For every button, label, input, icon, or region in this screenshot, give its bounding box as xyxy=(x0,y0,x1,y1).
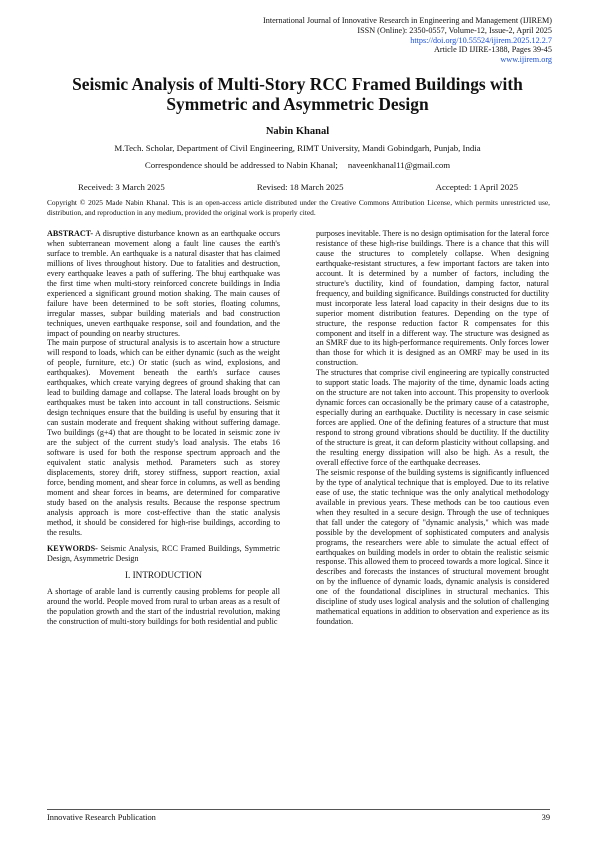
right-column xyxy=(316,229,549,627)
footer-divider xyxy=(47,809,550,810)
journal-header xyxy=(152,16,552,65)
abstract-label: ABSTRACT- xyxy=(47,229,94,238)
abstract-paragraph-1 xyxy=(47,229,280,338)
section-heading-introduction: I. INTRODUCTION xyxy=(124,570,203,581)
correspondence-line xyxy=(0,160,595,170)
intro-paragraph-3: The structures that comprise civil engineering are typically constructed to support static loads. The majority of the time, dynamic loads acting on the structure are not taken into account. This propensity to overlook dynamic forces can occasionally be the primary cause of a catastrophe, especially during an earthquake. Ductility is necessary in case seismic forces are applied. One of the defining features of a structure that must respond to strong ground vibrations should be ductility. If the ductility of the structure is great, it can deform plasticity without collapsing. and the resulting energy dissipation will also be high. As a result, the overall effective force of the earthquake decreases. xyxy=(316,368,549,467)
intro-paragraph-2: purposes inevitable. There is no design optimisation for the lateral force resistance of these high-rise buildings. There is a chance that this will cause the structures to completely collapse. When designing earthquake-resistant structures, a few important factors are taken into account. It is determined by a number of factors, including the structure's ductility, kind of foundation, damping factor, natural frequency, and building significance. Buildings constructed for ductility must incorporate less lateral load capacity in their designs due to its superior moment distribution features. Depending on the type of structure, the response reduction factor R compensates for this component and itself in a different way. The structure was designed as an SMRF due to its high-performance requirements. Only forces lower than those for which it is designed as an OMRF may be used in its construction. xyxy=(316,229,550,368)
publisher-name: Innovative Research Publication xyxy=(47,813,156,822)
issn-line: ISSN (Online): 2350-0557, Volume-12, Issue-2, April 2025 xyxy=(357,25,552,35)
author-name: Nabin Khanal xyxy=(265,126,330,137)
intro-paragraph-4: The seismic response of the building systems is significantly influenced by the type of analytical technique that is employed. Due to its relative ease of use, the static technique was the only analytical methodology available in previous years. These methods can be too cautious even when they resulted in a secure design. Through the use of techniques that fall under the category of "dynamic analysis," which was made possible by the development of sophisticated computers and analysis programs, the researchers were able to simulate the actual effect of earthquakes on building models in order to obtain the realistic seismic response. This allowed them to proceed towards a more logical. Since it describes and forecasts the instances of structural movement brought on by the influence of dynamic loads, dynamic analysis is considered one of the foundational disciplines in structural mechanics. This discipline of study uses logical analysis and the solution of challenging mathematical equations in addition to observation and experience as its foundation. xyxy=(316,467,549,627)
author-email[interactable]: naveenkhanal11@gmail.com xyxy=(347,160,451,170)
page-number: 39 xyxy=(541,813,550,822)
keywords-text: Seismic Analysis, RCC Framed Buildings, Symmetric Design, Asymmetric Design xyxy=(47,543,280,563)
revised-date: Revised: 18 March 2025 xyxy=(256,182,344,192)
left-column xyxy=(47,229,280,627)
publication-dates xyxy=(78,182,518,192)
abstract-text-1: A disruptive disturbance known as an earthquake occurs when subterranean movement along a fault line causes the earth's surface to tremble. An earthquake is a natural disaster that has claimed millions of lives throughout history. Due to fatalities and destruction, every earthquake leaves a path of suffering. The bhuj earthquake was the first time when multi-story reinforced concrete buildings in India experienced a significant ground motion shaking. The main causes of failure have been determined to be soft stories, floating columns, irregular masses, subpar building materials and bad construction techniques, uneven earthquake response, soil and foundation, and the impact of pounding on nearby structures. xyxy=(47,229,280,338)
intro-paragraph-1: A shortage of arable land is currently causing problems for people all around the world. People moved from rural to urban areas as a result of the population growth and the start of the industrial revolution, making the construction of multi-story buildings for both residential and public xyxy=(47,587,280,627)
accepted-date: Accepted: 1 April 2025 xyxy=(435,182,518,192)
abstract-paragraph-2: The main purpose of structural analysis is to ascertain how a structure will respond to loads, which can be either dynamic (such as the weight of people, furniture, etc.) Or static (such as wind, explosions, and earthquakes). Movement beneath the earth's surface causes earthquakes, which create varying degrees of ground shaking that can lead to building damage and collapse. The lateral loads brought on by earthquakes must be taken into account in tall constructions. Seismic design techniques ensure that the building is useful by ensuring that it can sustain moderate and frequent shaking without suffering damage. Two buildings (g+4) that are thought to be located in seismic zone iv are the subject of the current study's load analysis. The etabs 16 software is used for both the response spectrum approach and the equivalent static analysis method. Parameters such as storey displacements, storey drift, storey stiffness, support reaction, axial force, bending moment, and shear force in columns, as well as bending moment and shear forces in beams, are determined for comparative study based on the analysis results. Because the response spectrum analysis approach is more cost-effective than the static analysis method, it should be considered for high-rise buildings, according to the results. xyxy=(47,338,280,537)
article-id: Article ID IJIRE-1388, Pages 39-45 xyxy=(433,45,552,55)
website-link[interactable]: www.ijirem.org xyxy=(500,55,552,65)
received-date: Received: 3 March 2025 xyxy=(78,182,165,192)
keywords-label: KEYWORDS- xyxy=(47,543,98,553)
page-footer xyxy=(47,813,550,822)
doi-link[interactable]: https://doi.org/10.55524/ijirem.2025.12.2.7 xyxy=(410,35,552,45)
keywords-paragraph xyxy=(47,544,280,564)
correspondence-label: Correspondence should be addressed to Nabin Khanal; xyxy=(144,160,338,170)
copyright-notice: Copyright © 2025 Made Nabin Khanal. This is an open-access article distributed under the Creative Commons Attribution License, which permits unrestricted use, distribution, and reproduction in any medium, provided the original work is properly cited. xyxy=(47,198,550,217)
paper-title: Seismic Analysis of Multi-Story RCC Framed Buildings with Symmetric and Asymmetric Design xyxy=(72,74,523,114)
journal-name: International Journal of Innovative Research in Engineering and Management (IJIREM) xyxy=(263,16,552,25)
author-affiliation: M.Tech. Scholar, Department of Civil Engineering, RIMT University, Mandi Gobindgarh, Punjab, India xyxy=(114,143,481,153)
